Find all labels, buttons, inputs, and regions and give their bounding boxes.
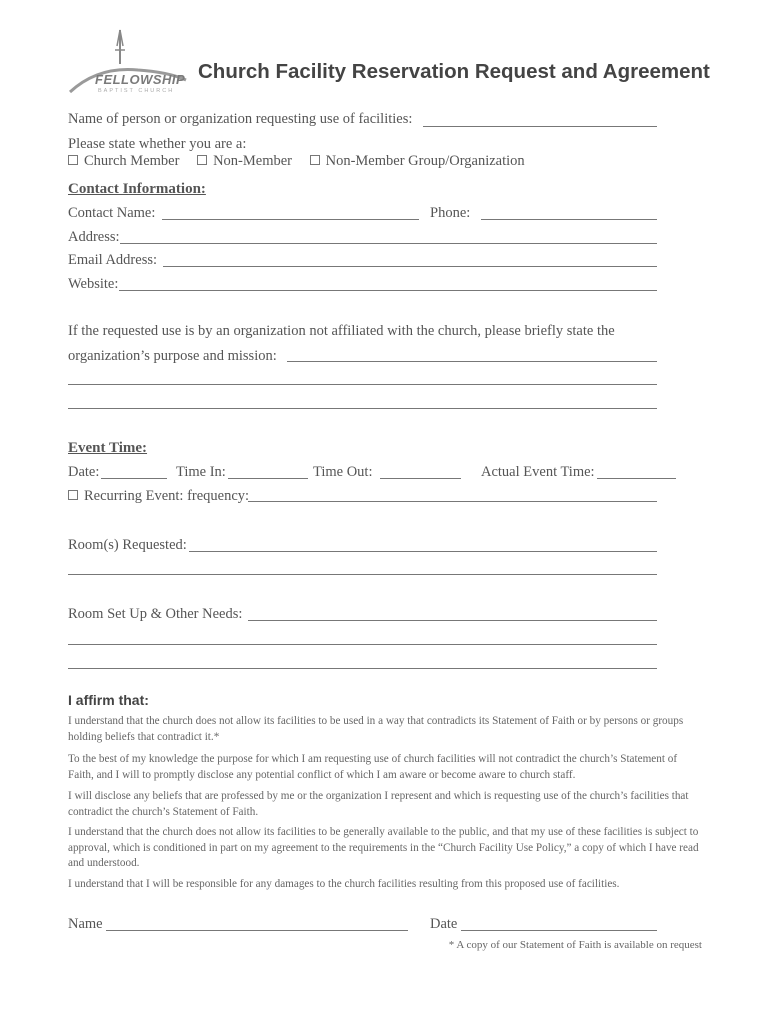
time-in-field[interactable] bbox=[228, 478, 308, 479]
requester-field[interactable] bbox=[423, 126, 657, 127]
church-member-label: Church Member bbox=[84, 153, 180, 169]
address-field[interactable] bbox=[120, 243, 657, 244]
frequency-field[interactable] bbox=[248, 501, 657, 502]
recurring-event[interactable] bbox=[68, 488, 249, 505]
rooms-field-1[interactable] bbox=[189, 551, 657, 552]
affiliation-text-2: organization’s purpose and mission: bbox=[68, 348, 277, 364]
checkbox-icon bbox=[310, 155, 320, 165]
logo-name: FELLOWSHIP bbox=[95, 72, 186, 87]
affirm-paragraph-2 bbox=[68, 752, 703, 783]
affirm-paragraph-1 bbox=[68, 714, 703, 745]
website-field[interactable] bbox=[119, 290, 657, 291]
footnote: * A copy of our Statement of Faith is available on request bbox=[448, 939, 702, 951]
member-options bbox=[68, 153, 525, 170]
phone-label: Phone: bbox=[430, 205, 471, 221]
member-prompt: Please state whether you are a: bbox=[68, 136, 247, 152]
logo-subtitle: BAPTIST CHURCH bbox=[98, 88, 175, 94]
affirm-text: I understand that I will be responsible for any damages to the church facilities resulting from this proposed use of facilities. bbox=[68, 878, 620, 890]
checkbox-icon bbox=[197, 155, 207, 165]
church-logo bbox=[68, 28, 193, 98]
date-field[interactable] bbox=[101, 478, 167, 479]
non-member-checkbox[interactable] bbox=[197, 153, 292, 169]
date-label: Date: bbox=[68, 464, 100, 480]
website-label: Website: bbox=[68, 276, 119, 292]
checkbox-icon bbox=[68, 490, 78, 500]
actual-time-label: Actual Event Time: bbox=[481, 464, 595, 480]
setup-field-3[interactable] bbox=[68, 668, 657, 669]
setup-field-1[interactable] bbox=[248, 620, 657, 621]
affirm-paragraph-3 bbox=[68, 789, 703, 820]
affirm-text: To the best of my knowledge the purpose for which I am requesting use of church facilities will not contradict the church’s Statement of Faith, and I will to promptly disclose any potential conflict of which I am aware or become aware to church staff. bbox=[68, 753, 678, 781]
address-label: Address: bbox=[68, 229, 120, 245]
affirm-text: I understand that the church does not allow its facilities to be generally available to the public, and that my use of these facilities is subject to approval, which is conditioned in part on my agreement to the requirements in the “Church Facility Use Policy,” a copy of which I have read and understood. bbox=[68, 826, 699, 869]
time-in-label: Time In: bbox=[176, 464, 226, 480]
purpose-field-1[interactable] bbox=[287, 361, 657, 362]
contact-name-field[interactable] bbox=[162, 219, 419, 220]
requester-label: Name of person or organization requesting use of facilities: bbox=[68, 111, 413, 127]
setup-field-2[interactable] bbox=[68, 644, 657, 645]
purpose-field-2[interactable] bbox=[68, 384, 657, 385]
affirm-heading: I affirm that: bbox=[68, 692, 149, 708]
non-member-group-label: Non-Member Group/Organization bbox=[325, 153, 525, 169]
page-title: Church Facility Reservation Request and Agreement bbox=[198, 60, 710, 83]
signature-name-field[interactable] bbox=[106, 930, 408, 931]
affirm-paragraph-5 bbox=[68, 877, 703, 893]
checkbox-icon bbox=[68, 155, 78, 165]
setup-label: Room Set Up & Other Needs: bbox=[68, 606, 243, 622]
email-label: Email Address: bbox=[68, 252, 158, 268]
non-member-group-checkbox[interactable] bbox=[310, 153, 525, 169]
affirm-text: I understand that the church does not allow its facilities to be used in a way that contradicts its Statement of Faith or by persons or groups holding beliefs that contradict it.* bbox=[68, 715, 684, 743]
contact-heading: Contact Information: bbox=[68, 181, 206, 197]
phone-field[interactable] bbox=[481, 219, 657, 220]
rooms-label: Room(s) Requested: bbox=[68, 537, 187, 553]
affiliation-text-1: If the requested use is by an organization not affiliated with the church, please briefly state the bbox=[68, 323, 615, 339]
affirm-paragraph-4 bbox=[68, 825, 703, 872]
rooms-field-2[interactable] bbox=[68, 574, 657, 575]
signature-date-label: Date bbox=[430, 916, 458, 932]
time-out-field[interactable] bbox=[380, 478, 461, 479]
actual-time-field[interactable] bbox=[597, 478, 676, 479]
email-field[interactable] bbox=[163, 266, 657, 267]
recurring-label: Recurring Event: frequency: bbox=[84, 488, 250, 504]
signature-name-label: Name bbox=[68, 916, 103, 932]
event-heading: Event Time: bbox=[68, 440, 148, 456]
affirm-text: I will disclose any beliefs that are professed by me or the organization I represent and which is requesting use of the church’s facilities that contradict the church’s Statement of Faith. bbox=[68, 790, 689, 818]
church-member-checkbox[interactable] bbox=[68, 153, 179, 169]
contact-name-label: Contact Name: bbox=[68, 205, 156, 221]
time-out-label: Time Out: bbox=[313, 464, 373, 480]
purpose-field-3[interactable] bbox=[68, 408, 657, 409]
non-member-label: Non-Member bbox=[213, 153, 292, 169]
signature-date-field[interactable] bbox=[461, 930, 657, 931]
